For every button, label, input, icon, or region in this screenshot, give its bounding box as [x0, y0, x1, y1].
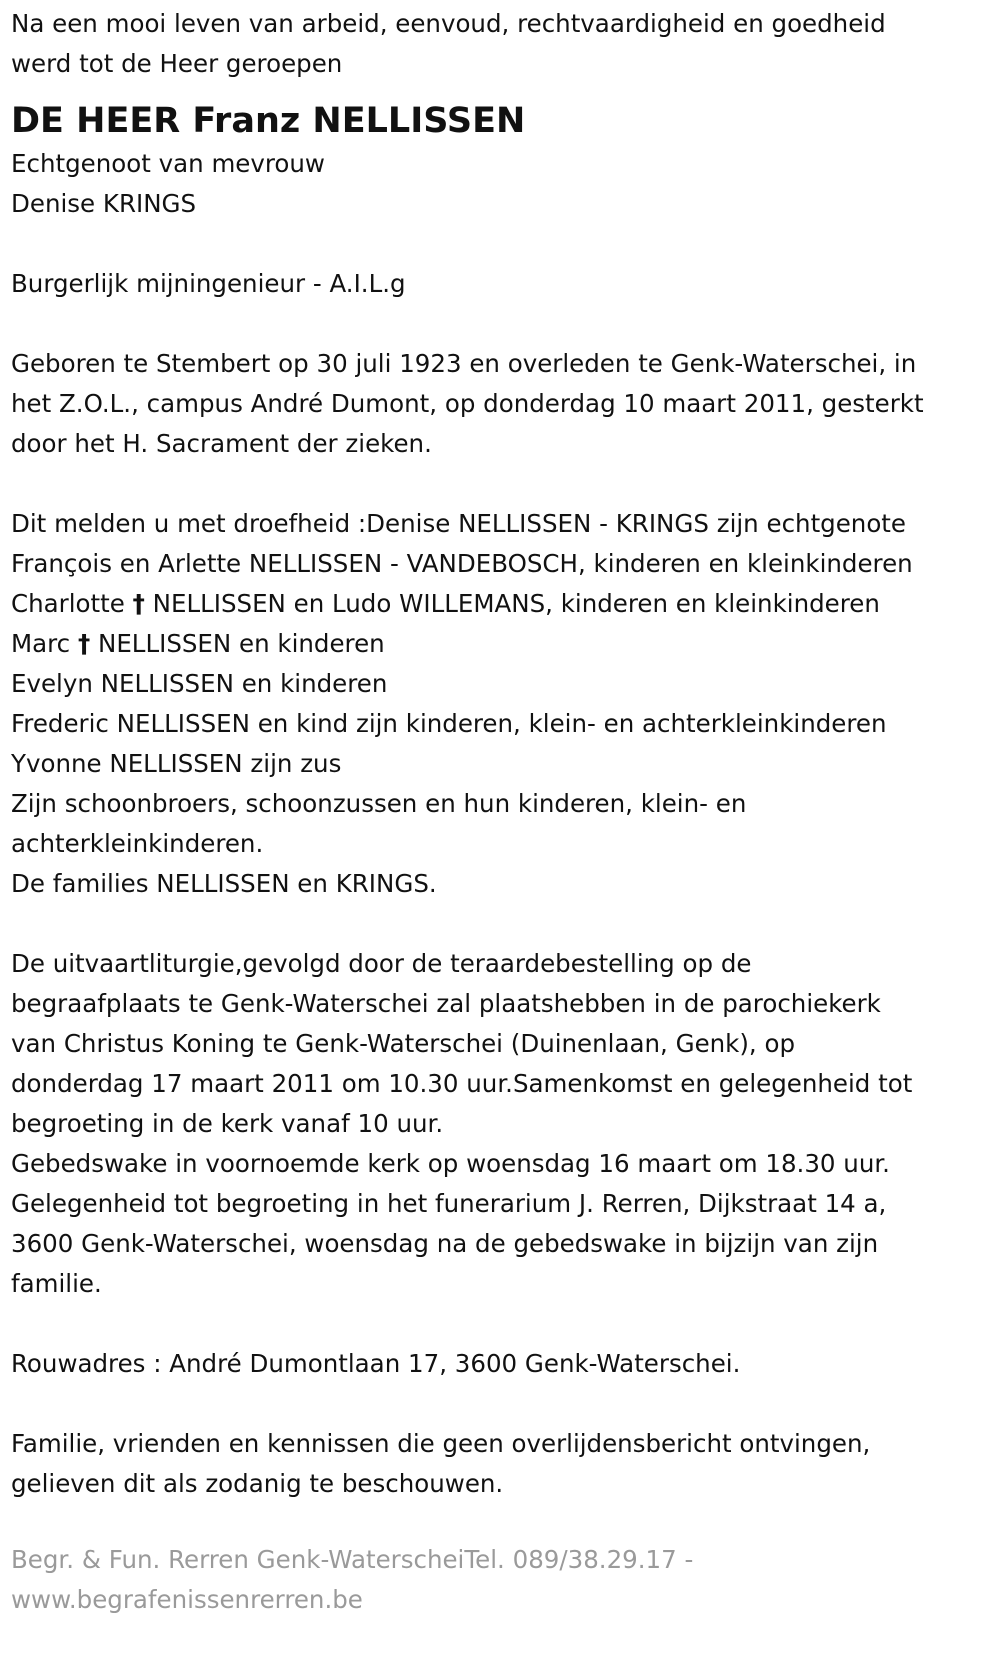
spouse-label: Echtgenoot van mevrouw [11, 149, 325, 178]
spacer [11, 1304, 996, 1344]
family-line-6: Frederic NELLISSEN en kind zijn kinderen, klein- en achterkleinkinderen [11, 709, 887, 738]
family-line-3-end: NELLISSEN en Ludo WILLEMANS, kinderen en kleinkinderen [144, 589, 880, 618]
spouse-name: Denise KRINGS [11, 189, 197, 218]
intro-line-2: werd tot de Heer geroepen [11, 49, 343, 78]
funeral-line-8: 3600 Genk-Waterschei, woensdag na de gebedswake in bijzijn van zijn [11, 1229, 879, 1258]
cross-icon: † [77, 629, 91, 658]
closing-line-2: gelieven dit als zodanig te beschouwen. [11, 1469, 504, 1498]
family-line-5: Evelyn NELLISSEN en kinderen [11, 669, 388, 698]
profession: Burgerlijk mijningenieur - A.I.L.g [11, 269, 406, 298]
family-line-1: Dit melden u met droefheid :Denise NELLISSEN - KRINGS zijn echtgenote [11, 509, 906, 538]
family-line-4-start: Marc [11, 629, 78, 658]
family-line-8: Zijn schoonbroers, schoonzussen en hun kinderen, klein- en [11, 789, 747, 818]
spacer [11, 904, 996, 944]
funeral-line-3: van Christus Koning te Genk-Waterschei (Duinenlaan, Genk), op [11, 1029, 796, 1058]
funeral-line-7: Gelegenheid tot begroeting in het funerarium J. Rerren, Dijkstraat 14 a, [11, 1189, 887, 1218]
family-line-3-start: Charlotte [11, 589, 133, 618]
family-line-7: Yvonne NELLISSEN zijn zus [11, 749, 342, 778]
deceased-name: DE HEER Franz NELLISSEN [11, 101, 526, 141]
funeral-line-9: familie. [11, 1269, 102, 1298]
funeral-paragraph [11, 944, 996, 1304]
closing-paragraph [11, 1424, 996, 1504]
obituary-document [11, 4, 996, 1620]
birth-death-line-2: het Z.O.L., campus André Dumont, op donderdag 10 maart 2011, gesterkt [11, 389, 924, 418]
family-line-4 [11, 624, 996, 664]
closing-line-1: Familie, vrienden en kennissen die geen overlijdensbericht ontvingen, [11, 1429, 871, 1458]
spacer [11, 1504, 996, 1540]
birth-death-line-1: Geboren te Stembert op 30 juli 1923 en overleden te Genk-Waterschei, in [11, 349, 917, 378]
funeral-line-6: Gebedswake in voornoemde kerk op woensdag 16 maart om 18.30 uur. [11, 1149, 890, 1178]
family-line-2: François en Arlette NELLISSEN - VANDEBOSCH, kinderen en kleinkinderen [11, 549, 913, 578]
family-line-3 [11, 584, 996, 624]
cross-icon: † [132, 589, 145, 618]
footer-line-1: Begr. & Fun. Rerren Genk-WaterscheiTel. 089/38.29.17 - [11, 1545, 694, 1574]
mourning-address: Rouwadres : André Dumontlaan 17, 3600 Genk-Waterschei. [11, 1349, 741, 1378]
birth-death-paragraph [11, 344, 996, 464]
funeral-line-2: begraafplaats te Genk-Waterschei zal plaatshebben in de parochiekerk [11, 989, 881, 1018]
funeral-line-5: begroeting in de kerk vanaf 10 uur. [11, 1109, 444, 1138]
funeral-home-footer [11, 1540, 996, 1620]
intro-text [11, 4, 996, 84]
footer-website: www.begrafenissenrerren.be [11, 1585, 363, 1614]
spacer [11, 304, 996, 344]
family-paragraph [11, 504, 996, 904]
spouse-block [11, 144, 996, 224]
family-line-4-end: NELLISSEN en kinderen [90, 629, 385, 658]
family-line-9: achterkleinkinderen. [11, 829, 264, 858]
birth-death-line-3: door het H. Sacrament der zieken. [11, 429, 432, 458]
spacer [11, 224, 996, 264]
family-line-10: De families NELLISSEN en KRINGS. [11, 869, 437, 898]
intro-line-1: Na een mooi leven van arbeid, eenvoud, rechtvaardigheid en goedheid [11, 9, 886, 38]
funeral-line-1: De uitvaartliturgie,gevolgd door de teraardebestelling op de [11, 949, 752, 978]
spacer [11, 464, 996, 504]
funeral-line-4: donderdag 17 maart 2011 om 10.30 uur.Samenkomst en gelegenheid tot [11, 1069, 913, 1098]
spacer [11, 1384, 996, 1424]
